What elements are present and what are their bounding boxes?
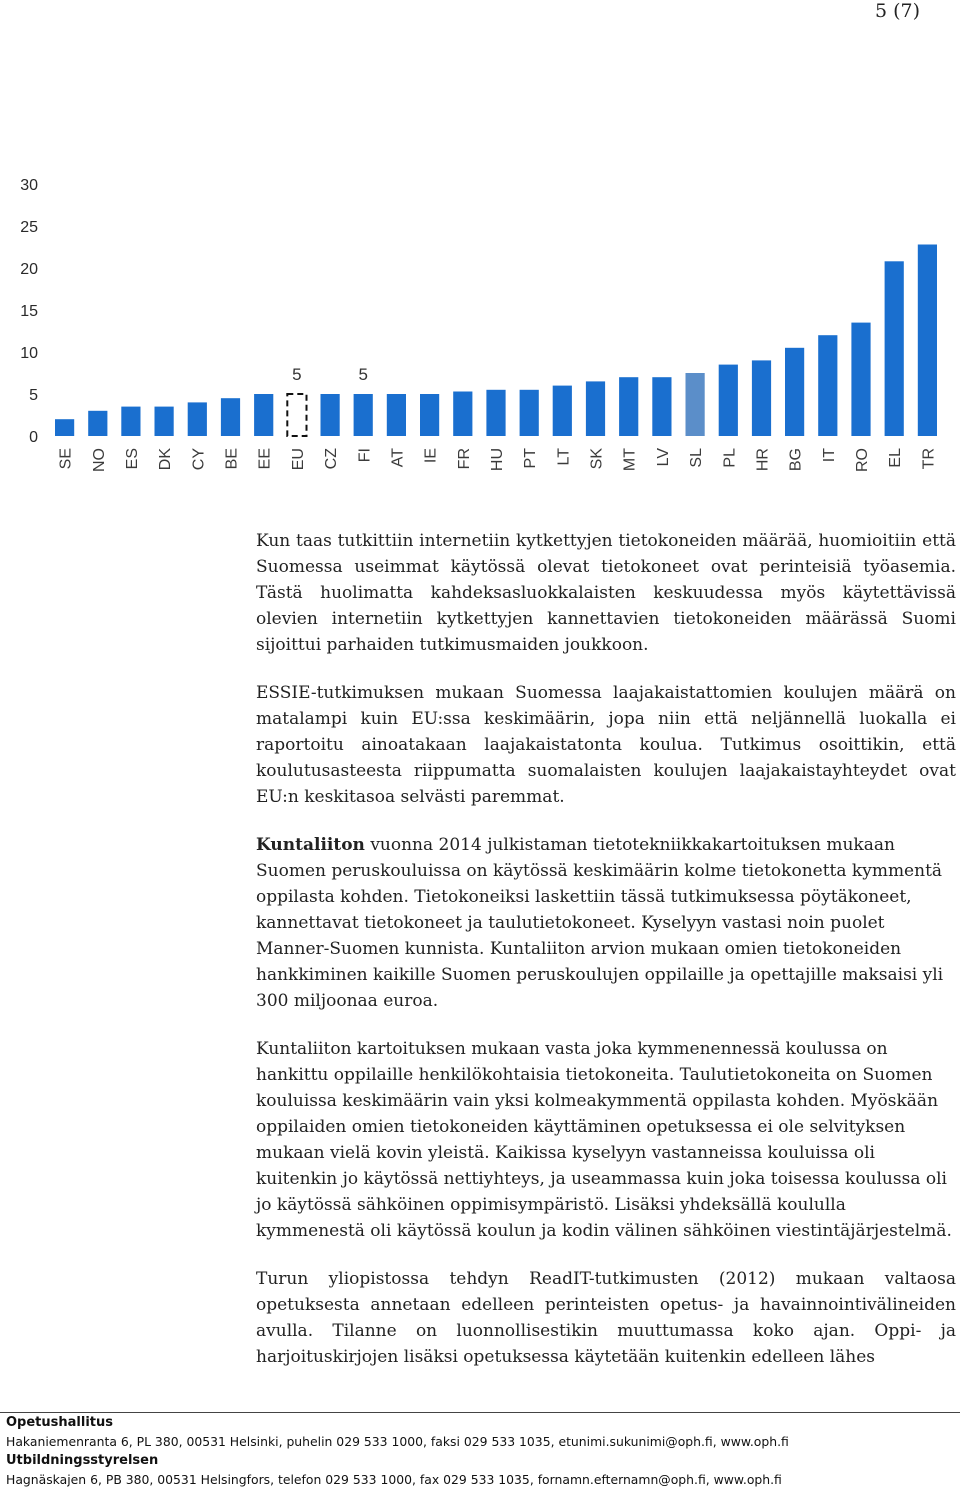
bar-at (387, 394, 406, 436)
category-label-dk: DK (157, 448, 175, 471)
category-label-sl: SL (688, 448, 706, 468)
bar-ee (254, 394, 273, 436)
bar-dk (155, 407, 174, 436)
paragraph-internet-computers: Kun taas tutkittiin internetiin kytkettyjen tietokoneiden määrää, huomioitiin että Suomessa useimmat käytössä olevat tietokoneet ovat perinteisiä työasemia. Tästä huolimatta kahdeksasluokkalaisten keskuudessa myös käytettävissä olevien internetiin kytkettyjen kannettavien tietokoneiden määrässä Suomi sijoittui parhaiden tutkimusmaiden joukkoon. (256, 531, 956, 655)
category-label-lt: LT (555, 448, 573, 466)
category-label-no: NO (90, 448, 108, 472)
bar-sk (586, 381, 605, 436)
paragraph-readit-study: Turun yliopistossa tehdyn ReadIT-tutkimusten (2012) mukaan valtaosa opetuksesta annetaan edelleen perinteisten opetus- ja havainnointivälineiden avulla. Tilanne on luonnollisestikin muuttumassa koko ajan. Oppi- ja harjoituskirjojen lisäksi opetuksessa käytetään kuitenkin edelleen lähes (256, 1269, 956, 1367)
bar-se (55, 419, 74, 436)
category-label-hu: HU (489, 448, 506, 472)
body-text (256, 528, 956, 1392)
category-label-es: ES (123, 448, 141, 470)
page-number: 5 (7) (874, 0, 920, 22)
category-label-lv: LV (654, 448, 672, 467)
y-tick-label: 10 (20, 345, 38, 362)
page-footer (0, 1412, 960, 1489)
footer-org-sv: Utbildningsstyrelsen (6, 1453, 159, 1468)
bar-pl (719, 365, 738, 436)
footer-address-fi: Hakaniemenranta 6, PL 380, 00531 Helsinki, puhelin 029 533 1000, faksi 029 533 1035, etunimi.sukunimi@oph.fi, www.oph.fi (6, 1434, 789, 1449)
footer-org-fi: Opetushallitus (6, 1415, 113, 1430)
bar-es (121, 407, 140, 436)
category-label-eu: EU (289, 448, 307, 471)
category-label-cz: CZ (323, 448, 341, 470)
y-tick-label: 0 (29, 429, 38, 446)
bar-chart (0, 160, 960, 480)
bar-lv (652, 377, 671, 436)
category-label-it: IT (820, 448, 838, 463)
bar-eu (287, 394, 306, 436)
bar-hu (486, 390, 505, 436)
bar-ie (420, 394, 439, 436)
kuntaliitto-bold: Kuntaliiton (256, 835, 365, 855)
paragraph-kuntaliitto-mapping: Kuntaliiton kartoituksen mukaan vasta joka kymmenennessä koulussa on hankittu oppilaille henkilökohtaisia tietokoneita. Taulutietokoneita on Suomen kouluissa keskimäärin vain yksi kolmeakymmentä oppilasta kohden. Myöskään oppilaiden omien tietokoneiden käyttäminen opetuksessa ei ole selvityksen mukaan vielä kovin yleistä. Kaikissa kyselyyn vastanneissa kouluissa oli kuitenkin jo käytössä nettiyhteys, ja useammassa kuin joka toisessa koulussa oli jo käytössä sähköinen oppimisympäristö. Lisäksi yhdeksällä koululla kymmenestä oli käytössä koulun ja kodin välinen sähköinen viestintäjärjestelmä. (256, 1039, 952, 1241)
bar-cy (188, 402, 207, 436)
bar-mt (619, 377, 638, 436)
bar-fr (453, 392, 472, 437)
bar-el (885, 261, 904, 436)
category-label-ee: EE (256, 448, 274, 470)
bar-bg (785, 348, 804, 436)
y-tick-label: 20 (20, 261, 38, 278)
paragraph-kuntaliitto-survey (256, 832, 956, 1014)
paragraph-essie-broadband: ESSIE-tutkimuksen mukaan Suomessa laajakaistattomien koulujen määrä on matalampi kuin EU:ssa keskimäärin, jopa niin että neljännellä luokalla ei raportoitu ainoatakaan laajakaistatonta koulua. Tutkimus osoittikin, että koulutusasteesta riippumatta suomalaisten koulujen laajakaistayhteydet ovat EU:n keskitasoa selvästi paremmat. (256, 683, 956, 807)
category-label-hr: HR (754, 448, 772, 472)
y-axis (20, 177, 38, 446)
bar-pt (520, 390, 539, 436)
category-label-se: SE (57, 448, 75, 470)
bar-hr (752, 360, 771, 436)
bar-it (818, 335, 837, 436)
chart-bars (55, 245, 937, 437)
category-label-cy: CY (190, 448, 208, 471)
category-label-fr: FR (455, 448, 473, 470)
annotation-eu: 5 (292, 365, 302, 384)
bar-ro (851, 323, 870, 436)
category-label-el: EL (887, 448, 905, 468)
category-label-tr: TR (920, 448, 938, 470)
annotation-fi: 5 (358, 365, 368, 384)
chart-annotations (292, 365, 368, 384)
bar-lt (553, 386, 572, 436)
category-label-at: AT (389, 448, 407, 468)
category-label-pt: PT (522, 448, 540, 469)
bar-fi (354, 394, 373, 436)
category-label-ro: RO (854, 448, 872, 472)
y-tick-label: 25 (20, 219, 38, 236)
y-tick-label: 30 (20, 177, 38, 194)
category-labels (58, 448, 938, 472)
category-label-mt: MT (621, 448, 639, 472)
bar-cz (321, 394, 340, 436)
paragraph-kuntaliitto-rest: vuonna 2014 julkistaman tietotekniikkakartoituksen mukaan Suomen peruskouluissa on käytössä keskimäärin kolme tietokonetta kymmentä oppilasta kohden. Tietokoneiksi laskettiin tässä tutkimuksessa pöytäkoneet, kannettavat tietokoneet ja taulutietokoneet. Kyselyyn vastasi noin puolet Manner-Suomen kunnista. Kuntaliiton arvion mukaan omien tietokoneiden hankkiminen kaikille Suomen peruskoulujen oppilaille ja opettajille maksaisi yli 300 miljoonaa euroa. (256, 835, 944, 1011)
category-label-fi: FI (356, 448, 374, 463)
category-label-sk: SK (588, 448, 606, 470)
bar-sl (686, 373, 705, 436)
y-tick-label: 5 (29, 387, 38, 404)
bar-tr (918, 245, 937, 437)
category-label-be: BE (223, 448, 241, 470)
category-label-pl: PL (721, 448, 739, 468)
category-label-ie: IE (422, 448, 440, 464)
bar-no (88, 411, 107, 436)
bar-be (221, 398, 240, 436)
y-tick-label: 15 (20, 303, 38, 320)
footer-address-sv: Hagnäskajen 6, PB 380, 00531 Helsingfors, telefon 029 533 1000, fax 029 533 1035, fornamn.efternamn@oph.fi, www.oph.fi (6, 1472, 782, 1487)
category-label-bg: BG (787, 448, 805, 472)
